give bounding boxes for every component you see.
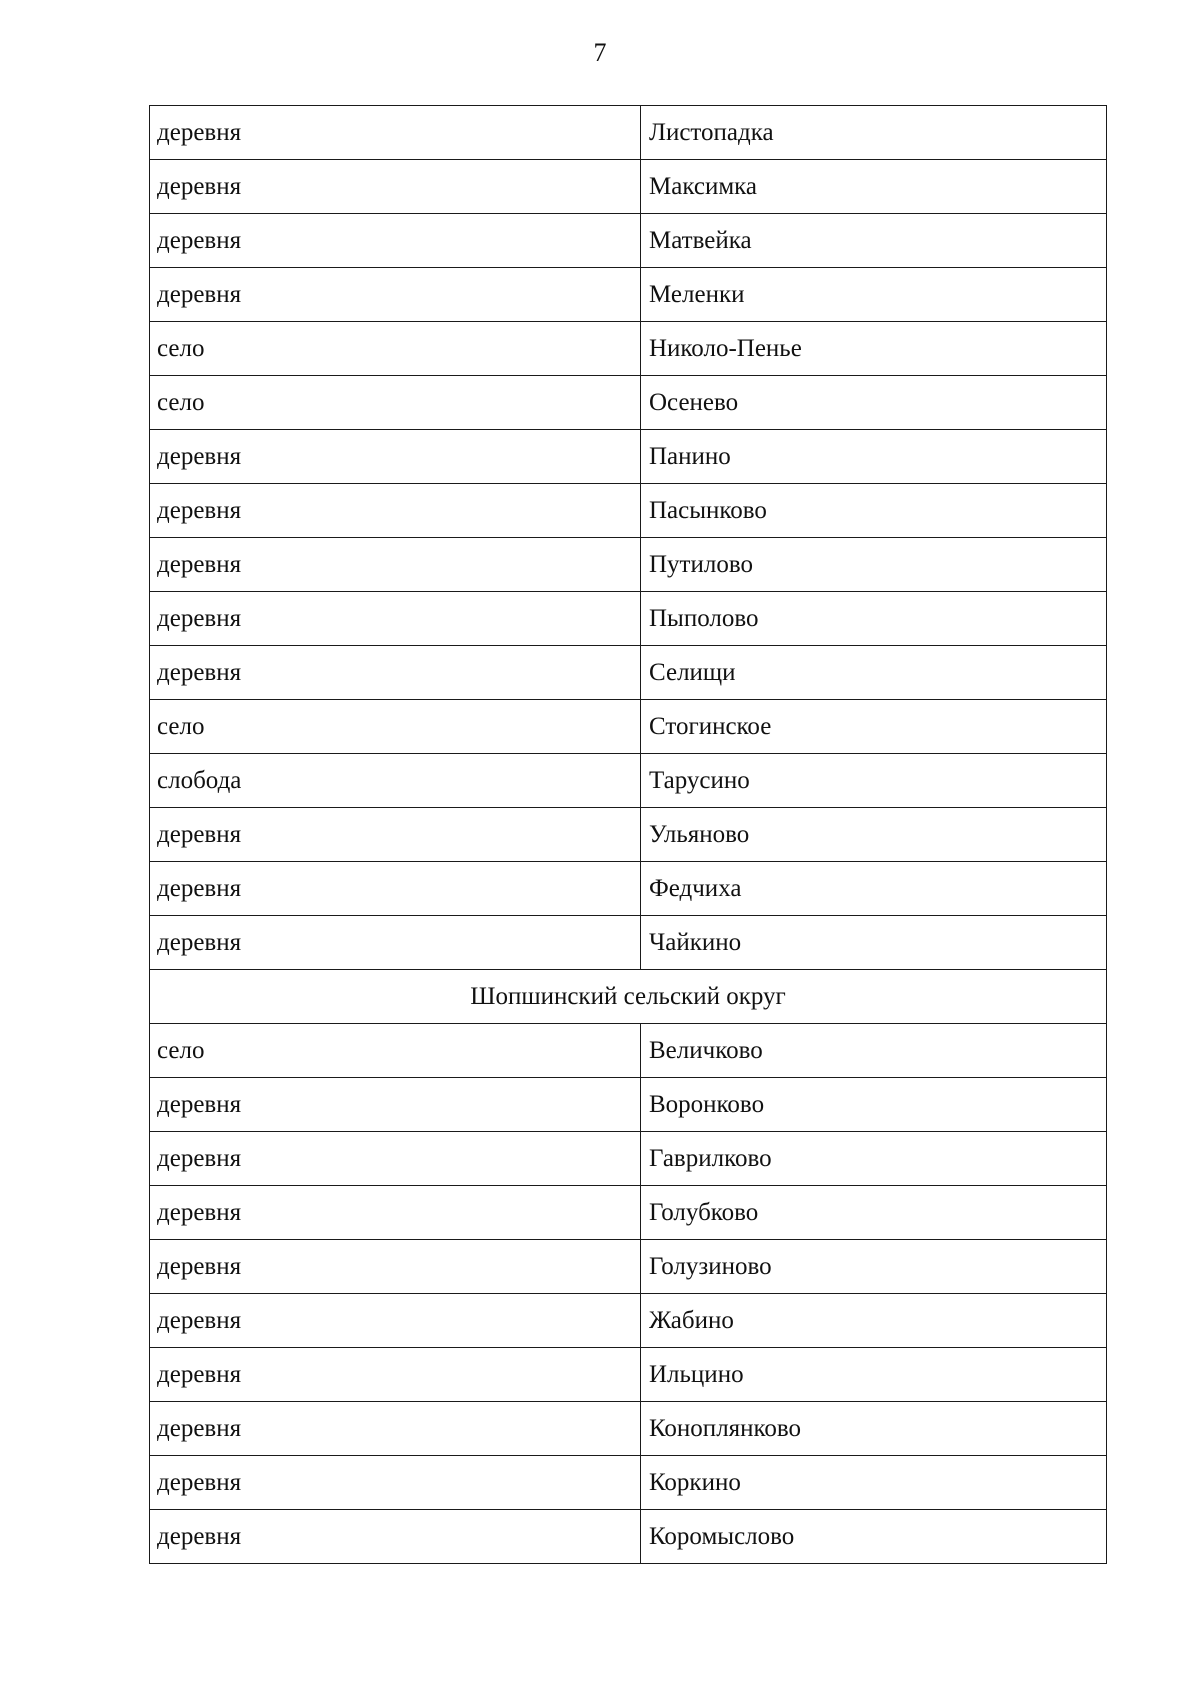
settlement-type-cell: деревня (150, 484, 641, 538)
settlement-type-cell: деревня (150, 1132, 641, 1186)
settlement-name-cell: Голубково (641, 1186, 1107, 1240)
settlements-table (149, 105, 1107, 1564)
table-row (150, 1132, 1107, 1186)
table-row (150, 862, 1107, 916)
table-row (150, 1186, 1107, 1240)
table-row (150, 592, 1107, 646)
table-row (150, 1510, 1107, 1564)
settlement-type-cell: деревня (150, 268, 641, 322)
settlement-type-cell: слобода (150, 754, 641, 808)
table-row (150, 430, 1107, 484)
table-row (150, 1294, 1107, 1348)
settlement-name-cell: Гаврилково (641, 1132, 1107, 1186)
settlement-name-cell: Осенево (641, 376, 1107, 430)
settlement-name-cell: Воронково (641, 1078, 1107, 1132)
settlement-type-cell: село (150, 700, 641, 754)
settlement-name-cell: Путилово (641, 538, 1107, 592)
settlement-name-cell: Голузиново (641, 1240, 1107, 1294)
settlement-type-cell: село (150, 322, 641, 376)
settlement-name-cell: Величково (641, 1024, 1107, 1078)
settlement-type-cell: село (150, 1024, 641, 1078)
settlement-name-cell: Жабино (641, 1294, 1107, 1348)
table-row (150, 754, 1107, 808)
table-row (150, 214, 1107, 268)
table-row (150, 1402, 1107, 1456)
table-row (150, 106, 1107, 160)
settlement-type-cell: деревня (150, 646, 641, 700)
settlement-name-cell: Тарусино (641, 754, 1107, 808)
table-row (150, 1024, 1107, 1078)
settlement-type-cell: деревня (150, 1456, 641, 1510)
table-row (150, 268, 1107, 322)
settlement-type-cell: деревня (150, 1240, 641, 1294)
settlement-type-cell: деревня (150, 160, 641, 214)
settlement-type-cell: деревня (150, 538, 641, 592)
settlement-name-cell: Стогинское (641, 700, 1107, 754)
settlement-type-cell: деревня (150, 1294, 641, 1348)
table-row (150, 1348, 1107, 1402)
table-row (150, 1240, 1107, 1294)
table-row (150, 484, 1107, 538)
settlement-type-cell: деревня (150, 862, 641, 916)
settlement-type-cell: деревня (150, 214, 641, 268)
settlement-type-cell: деревня (150, 592, 641, 646)
settlement-name-cell: Ильцино (641, 1348, 1107, 1402)
settlement-name-cell: Селищи (641, 646, 1107, 700)
section-header: Шопшинский сельский округ (150, 970, 1107, 1024)
settlement-name-cell: Федчиха (641, 862, 1107, 916)
settlement-type-cell: деревня (150, 106, 641, 160)
table-row (150, 160, 1107, 214)
settlement-type-cell: деревня (150, 1186, 641, 1240)
settlement-name-cell: Коноплянково (641, 1402, 1107, 1456)
settlement-name-cell: Пасынково (641, 484, 1107, 538)
settlement-type-cell: деревня (150, 1078, 641, 1132)
settlement-name-cell: Меленки (641, 268, 1107, 322)
table-row (150, 808, 1107, 862)
settlement-type-cell: деревня (150, 430, 641, 484)
settlement-name-cell: Матвейка (641, 214, 1107, 268)
settlement-type-cell: деревня (150, 916, 641, 970)
settlement-name-cell: Коромыслово (641, 1510, 1107, 1564)
table-row (150, 376, 1107, 430)
table-row (150, 646, 1107, 700)
settlement-name-cell: Панино (641, 430, 1107, 484)
settlement-name-cell: Максимка (641, 160, 1107, 214)
page-number: 7 (593, 38, 607, 67)
settlement-type-cell: деревня (150, 1402, 641, 1456)
table-row (150, 538, 1107, 592)
settlement-name-cell: Ульяново (641, 808, 1107, 862)
settlement-name-cell: Пыполово (641, 592, 1107, 646)
settlement-name-cell: Николо-Пенье (641, 322, 1107, 376)
settlement-type-cell: деревня (150, 808, 641, 862)
settlement-name-cell: Листопадка (641, 106, 1107, 160)
table-row (150, 916, 1107, 970)
settlement-type-cell: деревня (150, 1348, 641, 1402)
settlement-name-cell: Чайкино (641, 916, 1107, 970)
section-header-row (150, 970, 1107, 1024)
settlement-type-cell: село (150, 376, 641, 430)
table-row (150, 1078, 1107, 1132)
table-row (150, 1456, 1107, 1510)
settlement-type-cell: деревня (150, 1510, 641, 1564)
settlements-table-body (150, 106, 1107, 1564)
settlement-name-cell: Коркино (641, 1456, 1107, 1510)
table-row (150, 700, 1107, 754)
table-row (150, 322, 1107, 376)
